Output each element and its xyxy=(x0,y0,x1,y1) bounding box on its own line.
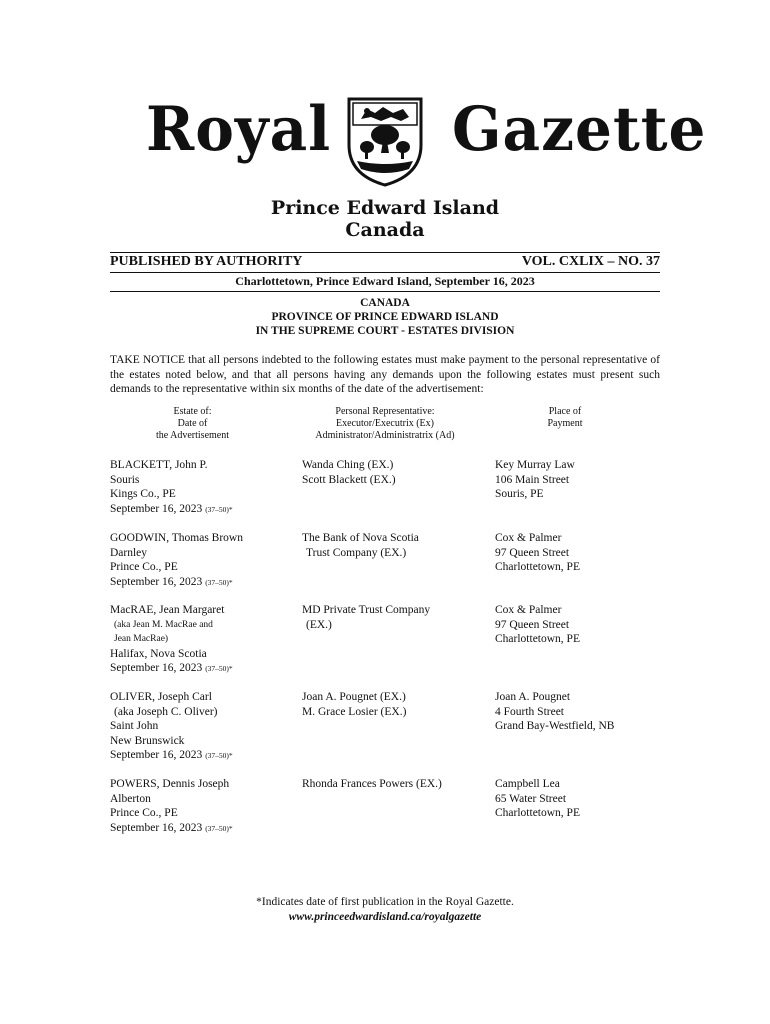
footnote: *Indicates date of first publication in the Royal Gazette. xyxy=(256,896,514,908)
representative: Joan A. Pougnet (EX.) xyxy=(302,691,406,703)
estate-name: POWERS, Dennis Joseph xyxy=(110,778,230,790)
payment-address: 97 Queen Street xyxy=(495,618,570,631)
estate-aka: Jean MacRae) xyxy=(114,634,169,644)
masthead-royal: Royal xyxy=(146,93,332,165)
representative: Rhonda Frances Powers (EX.) xyxy=(302,778,442,790)
representative: The Bank of Nova Scotia xyxy=(302,532,419,544)
representative: (EX.) xyxy=(306,618,332,631)
estate-location: Darnley xyxy=(110,546,148,559)
estate-location: Souris xyxy=(110,473,140,486)
dateline: Charlottetown, Prince Edward Island, September 16, 2023 xyxy=(235,274,535,288)
payment-city: Souris, PE xyxy=(495,488,544,500)
subtitle-country: Canada xyxy=(345,219,425,241)
publication-tag: (37–50)* xyxy=(205,504,233,514)
divider xyxy=(110,291,660,292)
estate-region: Prince Co., PE xyxy=(110,807,178,819)
published-by-authority: PUBLISHED BY AUTHORITY xyxy=(110,254,303,269)
masthead xyxy=(0,95,770,190)
payment-place: Cox & Palmer xyxy=(495,532,562,544)
estate-region: New Brunswick xyxy=(110,734,185,747)
advertisement-date: September 16, 2023 xyxy=(110,821,203,834)
column-header-representative: Personal Representative: Executor/Executrix (Ex) Administrator/Administratrix (Ad) xyxy=(315,406,455,441)
divider xyxy=(110,252,660,253)
court-line-1: CANADA xyxy=(360,297,410,309)
estate-aka: (aka Joseph C. Oliver) xyxy=(114,705,218,718)
payment-address: 97 Queen Street xyxy=(495,546,570,559)
payment-place: Cox & Palmer xyxy=(495,604,562,616)
payment-address: 65 Water Street xyxy=(495,792,567,805)
payment-city: Charlottetown, PE xyxy=(495,807,580,819)
advertisement-date: September 16, 2023 xyxy=(110,575,203,588)
subtitle-province: Prince Edward Island xyxy=(270,197,500,219)
coat-of-arms-icon xyxy=(343,95,427,187)
court-line-2: PROVINCE OF PRINCE EDWARD ISLAND xyxy=(271,311,499,323)
estate-location: Saint John xyxy=(110,720,159,732)
publication-tag: (37–50)* xyxy=(205,577,233,587)
masthead-gazette: Gazette xyxy=(452,93,707,165)
payment-address: 4 Fourth Street xyxy=(495,705,564,718)
column-header-place: Place of Payment xyxy=(547,406,583,429)
volume-number: VOL. CXLIX – NO. 37 xyxy=(521,254,660,269)
publication-tag: (37–50)* xyxy=(205,751,233,760)
payment-place: Campbell Lea xyxy=(495,778,560,790)
representative: Trust Company (EX.) xyxy=(306,546,407,559)
representative: M. Grace Losier (EX.) xyxy=(302,705,407,718)
notice-text: TAKE NOTICE that all persons indebted to the following estates must make payment to the personal representative of the estates noted below, and that all persons having any demands upon the following estates must present such demands to the representative within six months of the date of the advertisement: xyxy=(110,354,660,395)
estate-region: Kings Co., PE xyxy=(110,488,176,500)
estate-name: BLACKETT, John P. xyxy=(110,459,208,471)
advertisement-date: September 16, 2023 xyxy=(110,502,203,515)
column-header-estate: Estate of: Date of the Advertisement xyxy=(155,406,230,441)
payment-address: 106 Main Street xyxy=(495,473,570,486)
estate-name: GOODWIN, Thomas Brown xyxy=(110,532,243,544)
payment-place: Joan A. Pougnet xyxy=(495,691,571,703)
payment-city: Charlottetown, PE xyxy=(495,633,580,645)
payment-city: Grand Bay-Westfield, NB xyxy=(495,720,615,732)
representative: Wanda Ching (EX.) xyxy=(302,459,394,471)
advertisement-date: September 16, 2023 xyxy=(110,749,203,761)
website-link[interactable]: www.princeedwardisland.ca/royalgazette xyxy=(288,911,482,923)
estate-aka: (aka Jean M. MacRae and xyxy=(114,619,213,630)
estate-region: Halifax, Nova Scotia xyxy=(110,647,207,660)
divider xyxy=(110,272,660,273)
estate-region: Prince Co., PE xyxy=(110,561,178,573)
publication-tag: (37–50)* xyxy=(205,823,233,833)
advertisement-date: September 16, 2023 xyxy=(110,662,203,674)
payment-city: Charlottetown, PE xyxy=(495,561,580,573)
estate-name: MacRAE, Jean Margaret xyxy=(110,604,225,616)
payment-place: Key Murray Law xyxy=(495,459,575,471)
representative: MD Private Trust Company xyxy=(302,604,431,616)
estate-name: OLIVER, Joseph Carl xyxy=(110,691,212,703)
representative: Scott Blackett (EX.) xyxy=(302,473,396,486)
court-line-3: IN THE SUPREME COURT - ESTATES DIVISION xyxy=(255,325,515,337)
estate-location: Alberton xyxy=(110,792,151,805)
publication-tag: (37–50)* xyxy=(205,664,233,673)
